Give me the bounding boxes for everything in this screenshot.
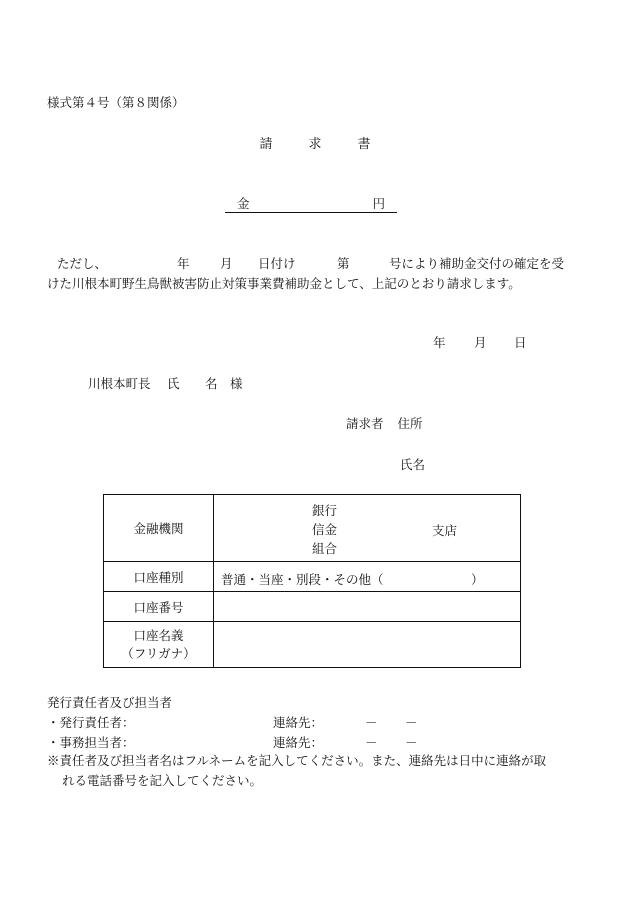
account-holder-field[interactable] (214, 622, 521, 668)
body-year-label: 年 (177, 256, 190, 271)
issuer-dash-1: － (365, 715, 378, 730)
claimant-name-label: 氏名 (400, 457, 426, 472)
title-char-3: 書 (357, 137, 371, 152)
responsible-heading: 発行責任者及び担当者 (47, 695, 173, 710)
account-type-label: 口座種別 (104, 562, 214, 592)
body-line-2: けた川根本町野生鳥獣被害防止対策事業費補助金として、上記のとおり請求します。 (47, 276, 521, 291)
issuer-contact-label: 連絡先： (273, 715, 324, 730)
option-bank: 銀行 (312, 503, 338, 518)
date-month-label: 月 (474, 335, 487, 350)
account-type-values: 普通・当座・別段・その他（ (221, 572, 384, 587)
staff-label: ・事務担当者： (47, 735, 135, 750)
document-title (0, 138, 630, 151)
title-char-2: 求 (308, 137, 322, 152)
account-type-field[interactable] (214, 562, 521, 592)
option-kumiai: 組合 (312, 541, 338, 556)
account-number-label: 口座番号 (104, 592, 214, 622)
institution-field[interactable] (214, 495, 521, 562)
addressee-shi: 氏 (167, 376, 180, 391)
addressee-mei: 名 (205, 376, 218, 391)
body-month-label: 月 (220, 256, 233, 271)
addressee-sama: 様 (230, 376, 243, 391)
branch-label: 支店 (432, 523, 458, 538)
account-type-options (221, 570, 484, 588)
note-line-2: れる電話番号を記入してください。 (62, 773, 263, 788)
body-dai-label: 第 (337, 256, 350, 271)
addressee-org: 川根本町長 (88, 376, 151, 391)
date-year-label: 年 (433, 335, 446, 350)
amount-kin-label: 金 (237, 196, 250, 211)
institution-label: 金融機関 (104, 495, 214, 562)
account-holder-label-furigana: （フリガナ） (121, 645, 196, 661)
amount-line (225, 198, 397, 213)
account-number-field[interactable] (214, 592, 521, 622)
form-number: 様式第４号（第８関係） (47, 95, 185, 110)
issuer-dash-2: － (405, 715, 418, 730)
bank-row-account-holder (104, 622, 521, 668)
amount-yen-label: 円 (372, 196, 385, 211)
bank-row-account-number (104, 592, 521, 622)
staff-dash-2: － (405, 735, 418, 750)
claimant-label: 請求者 (346, 416, 384, 431)
body-prefix: ただし、 (57, 256, 108, 271)
body-dated-label: 日付け (258, 256, 296, 271)
staff-contact-label: 連絡先： (273, 735, 324, 750)
claimant-address-label: 住所 (397, 416, 423, 431)
bank-row-institution (104, 495, 521, 562)
body-rest: 号により補助金交付の確定を受 (389, 256, 565, 271)
account-type-close-paren: ） (471, 572, 484, 587)
claimant-address-row (346, 418, 423, 431)
institution-type-options (312, 501, 337, 558)
bank-row-account-type (104, 562, 521, 592)
title-char-1: 請 (259, 137, 273, 152)
date-day-label: 日 (514, 335, 527, 350)
staff-dash-1: － (365, 735, 378, 750)
note-line-1: ※責任者及び担当者名はフルネームを記入してください。また、連絡先は日中に連絡が取 (47, 753, 547, 768)
issuer-label: ・発行責任者： (47, 715, 135, 730)
option-shinkin: 信金 (312, 522, 338, 537)
account-holder-label (104, 622, 214, 668)
bank-account-table (103, 494, 521, 668)
account-holder-label-main: 口座名義 (133, 627, 184, 643)
